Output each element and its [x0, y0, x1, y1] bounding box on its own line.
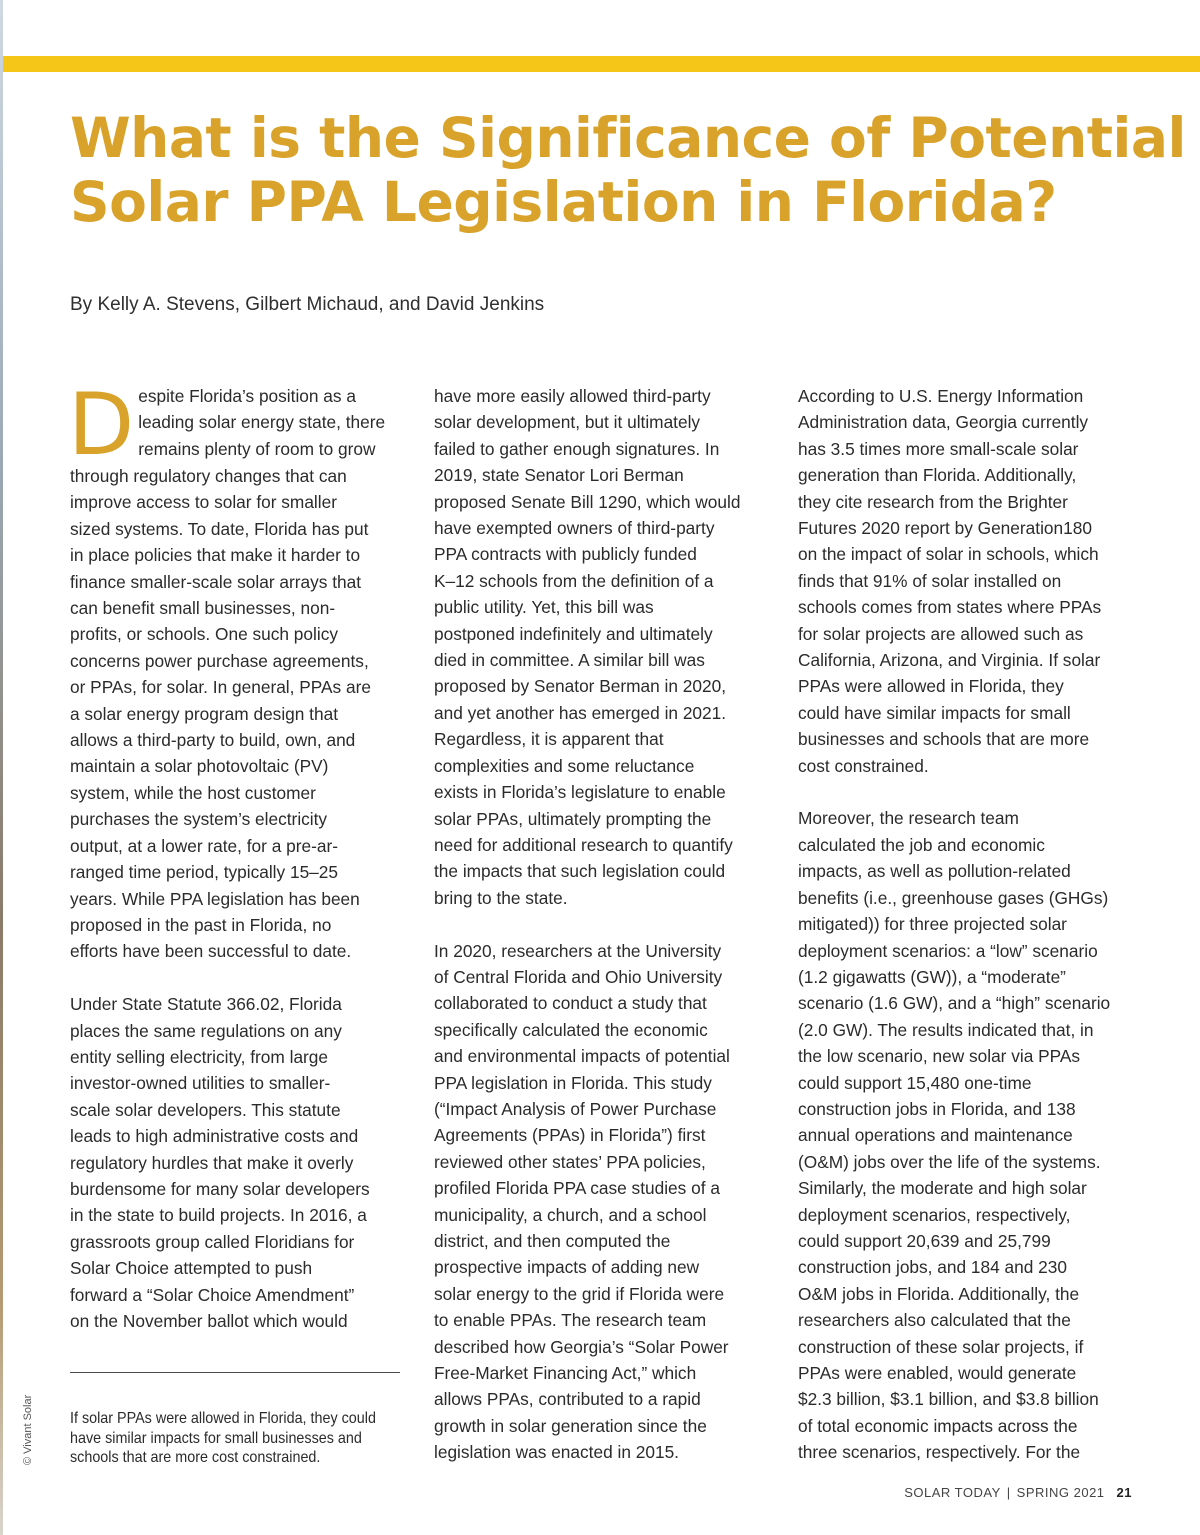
text-line: (O&M) jobs over the life of the systems. [798, 1151, 1101, 1172]
text-line: cost constrained. [798, 755, 929, 776]
text-line: deployment scenarios, respectively, [798, 1204, 1071, 1225]
text-line: have more easily allowed third-party [434, 386, 711, 406]
text-line: have exempted owners of third-party [434, 518, 715, 539]
text-line: calculated the job and economic [798, 834, 1045, 855]
paragraph [68, 375, 405, 965]
text-line: maintain a solar photovoltaic (PV) [70, 756, 329, 777]
text-line: construction jobs in Florida, and 138 [798, 1098, 1076, 1119]
page-number: 21 [1116, 1485, 1132, 1500]
text-line: scenario (1.6 GW), and a “high” scenario [798, 993, 1111, 1014]
text-line: mitigated)) for three projected solar [798, 914, 1067, 935]
text-line: Solar Choice attempted to push [70, 1258, 313, 1279]
text-line: California, Arizona, and Virginia. If solar [798, 650, 1101, 671]
text-line: (1.2 gigawatts (GW)), a “moderate” [798, 966, 1066, 987]
paragraph [70, 991, 405, 1334]
text-line: public utility. Yet, this bill was [434, 597, 654, 618]
text-line: Under State Statute 366.02, Florida [70, 994, 342, 1015]
text-line: schools comes from states where PPAs [798, 597, 1102, 618]
text-line: need for additional research to quantify [434, 834, 733, 855]
byline: By Kelly A. Stevens, Gilbert Michaud, and David Jenkins [70, 294, 545, 315]
text-line: leading solar energy state, there [138, 412, 386, 433]
text-line: deployment scenarios: a “low” scenario [798, 940, 1098, 961]
text-line: grassroots group called Floridians for [70, 1231, 355, 1252]
text-line: failed to gather enough signatures. In [434, 438, 720, 459]
text-line: Moreover, the research team [798, 808, 1019, 829]
magazine-name: SOLAR TODAY [904, 1485, 1001, 1500]
article-column-1 [68, 375, 405, 1334]
text-line: construction of these solar projects, if [798, 1336, 1084, 1357]
footer-separator: | [1006, 1485, 1011, 1500]
drop-cap: D [68, 375, 135, 475]
photo-credit: © Vivant Solar [22, 1394, 34, 1465]
text-line: the impacts that such legislation could [434, 861, 726, 882]
text-line: on the November ballot which would [70, 1310, 348, 1331]
text-line: profiled Florida PPA case studies of a [434, 1178, 720, 1199]
article-title [70, 106, 1186, 234]
pull-quote-divider [70, 1372, 400, 1373]
text-line: could support 15,480 one-time [798, 1072, 1032, 1093]
text-line: If solar PPAs were allowed in Florida, they could [70, 1410, 376, 1427]
text-line: Agreements (PPAs) in Florida”) first [434, 1125, 706, 1146]
left-edge-photo-strip [0, 0, 3, 1535]
text-line: In 2020, researchers at the University [434, 940, 722, 961]
paragraph [434, 383, 774, 911]
text-line: $2.3 billion, $3.1 billion, and $3.8 billion [798, 1389, 1099, 1410]
text-line: O&M jobs in Florida. Additionally, the [798, 1283, 1080, 1304]
text-line: Free-Market Financing Act,” which [434, 1363, 697, 1384]
text-line: described how Georgia’s “Solar Power [434, 1336, 729, 1357]
text-line: growth in solar generation since the [434, 1415, 707, 1436]
text-line: specifically calculated the economic [434, 1019, 708, 1040]
text-line: PPA contracts with publicly funded [434, 544, 697, 565]
text-line: businesses and schools that are more [798, 729, 1090, 750]
text-line: allows a third-party to build, own, and [70, 730, 356, 751]
text-line: bring to the state. [434, 887, 568, 908]
top-accent-bar [3, 56, 1200, 72]
text-line: K–12 schools from the definition of a [434, 570, 714, 591]
text-line: regulatory hurdles that make it overly [70, 1152, 354, 1173]
text-line: complexities and some reluctance [434, 755, 695, 776]
text-line: finds that 91% of solar installed on [798, 570, 1062, 591]
text-line: forward a “Solar Choice Amendment” [70, 1284, 355, 1305]
text-line: places the same regulations on any [70, 1020, 342, 1041]
text-line: construction jobs, and 184 and 230 [798, 1257, 1068, 1278]
paragraph [434, 938, 774, 1466]
text-line: died in committee. A similar bill was [434, 650, 705, 671]
title-line: Solar PPA Legislation in Florida? [70, 170, 1057, 234]
text-line: improve access to solar for smaller [70, 492, 337, 513]
text-line: Futures 2020 report by Generation180 [798, 518, 1092, 539]
text-line: system, while the host customer [70, 782, 316, 803]
text-line: they cite research from the Brighter [798, 491, 1068, 512]
text-line: finance smaller-scale solar arrays that [70, 571, 362, 592]
text-line: municipality, a church, and a school [434, 1204, 707, 1225]
text-line: PPA legislation in Florida. This study [434, 1072, 712, 1093]
text-line: benefits (i.e., greenhouse gases (GHGs) [798, 887, 1109, 908]
text-line: proposed by Senator Berman in 2020, [434, 676, 727, 697]
text-line: or PPAs, for solar. In general, PPAs are [70, 677, 371, 698]
text-line: through regulatory changes that can [70, 466, 347, 486]
text-line: years. While PPA legislation has been [70, 888, 360, 909]
text-line: could support 20,639 and 25,799 [798, 1230, 1051, 1251]
text-line: sized systems. To date, Florida has put [70, 518, 369, 539]
text-line: Similarly, the moderate and high solar [798, 1178, 1087, 1199]
text-line: district, and then computed the [434, 1230, 671, 1251]
text-line: purchases the system’s electricity [70, 809, 328, 830]
text-line: entity selling electricity, from large [70, 1046, 329, 1067]
issue-label: SPRING 2021 [1016, 1485, 1105, 1500]
text-line: of total economic impacts across the [798, 1415, 1078, 1436]
text-line: espite Florida’s position as a [138, 386, 356, 406]
text-line: PPAs were allowed in Florida, they [798, 676, 1064, 697]
text-line: annual operations and maintenance [798, 1125, 1073, 1146]
text-line: concerns power purchase agreements, [70, 650, 369, 671]
text-line: postponed indefinitely and ultimately [434, 623, 713, 644]
text-line: ranged time period, typically 15–25 [70, 862, 339, 883]
text-line: of Central Florida and Ohio University [434, 966, 723, 987]
text-line: legislation was enacted in 2015. [434, 1442, 679, 1463]
text-line: scale solar developers. This statute [70, 1099, 341, 1120]
text-line: three scenarios, respectively. For the [798, 1442, 1081, 1463]
text-line: to enable PPAs. The research team [434, 1310, 707, 1331]
pull-quote [70, 1409, 374, 1468]
text-line: profits, or schools. One such policy [70, 624, 338, 645]
text-line: for solar projects are allowed such as [798, 623, 1084, 644]
text-line: a solar energy program design that [70, 703, 339, 724]
text-line: (2.0 GW). The results indicated that, in [798, 1019, 1094, 1040]
text-line: has 3.5 times more small-scale solar [798, 438, 1079, 459]
text-line: generation than Florida. Additionally, [798, 465, 1077, 486]
text-line: have similar impacts for small businesses and [70, 1429, 362, 1447]
text-line: in the state to build projects. In 2016, a [70, 1205, 367, 1226]
text-line: researchers also calculated that the [798, 1310, 1071, 1331]
article-column-2 [434, 383, 774, 1466]
text-line: prospective impacts of adding new [434, 1257, 700, 1278]
text-line: schools that are more cost constrained. [70, 1449, 321, 1466]
text-line: investor-owned utilities to smaller- [70, 1073, 331, 1094]
text-line: solar PPAs, ultimately prompting the [434, 808, 712, 829]
line-group [70, 463, 405, 965]
text-line: According to U.S. Energy Information [798, 386, 1084, 406]
text-line: proposed Senate Bill 1290, which would [434, 491, 741, 512]
text-line: 2019, state Senator Lori Berman [434, 465, 684, 486]
text-line: and yet another has emerged in 2021. [434, 702, 727, 723]
text-line: and environmental impacts of potential [434, 1046, 730, 1067]
text-line: solar development, but it ultimately [434, 412, 701, 433]
text-line: leads to high administrative costs and [70, 1126, 359, 1147]
paragraph [798, 383, 1138, 779]
text-line: on the impact of solar in schools, which [798, 544, 1099, 565]
text-line: output, at a lower rate, for a pre-ar- [70, 835, 338, 856]
text-line: remains plenty of room to grow [138, 438, 376, 459]
text-line: (“Impact Analysis of Power Purchase [434, 1098, 717, 1119]
title-line: What is the Significance of Potential [70, 106, 1186, 170]
paragraph [798, 805, 1138, 1465]
text-line: allows PPAs, contributed to a rapid [434, 1389, 701, 1410]
text-line: burdensome for many solar developers [70, 1178, 370, 1199]
text-line: can benefit small businesses, non- [70, 598, 336, 619]
text-line: the low scenario, new solar via PPAs [798, 1046, 1081, 1067]
text-line: collaborated to conduct a study that [434, 993, 707, 1014]
text-line: could have similar impacts for small [798, 702, 1071, 723]
text-line: reviewed other states’ PPA policies, [434, 1151, 706, 1172]
text-line: proposed in the past in Florida, no [70, 914, 332, 935]
text-line: PPAs were enabled, would generate [798, 1363, 1077, 1384]
article-column-3 [798, 383, 1138, 1466]
page-footer [904, 1485, 1132, 1500]
text-line: in place policies that make it harder to [70, 545, 361, 566]
text-line: Administration data, Georgia currently [798, 412, 1089, 433]
text-line: solar energy to the grid if Florida were [434, 1283, 725, 1304]
text-line: Regardless, it is apparent that [434, 729, 664, 750]
text-line: exists in Florida’s legislature to enable [434, 782, 726, 803]
text-line: efforts have been successful to date. [70, 941, 352, 962]
text-line: impacts, as well as pollution-related [798, 861, 1071, 882]
